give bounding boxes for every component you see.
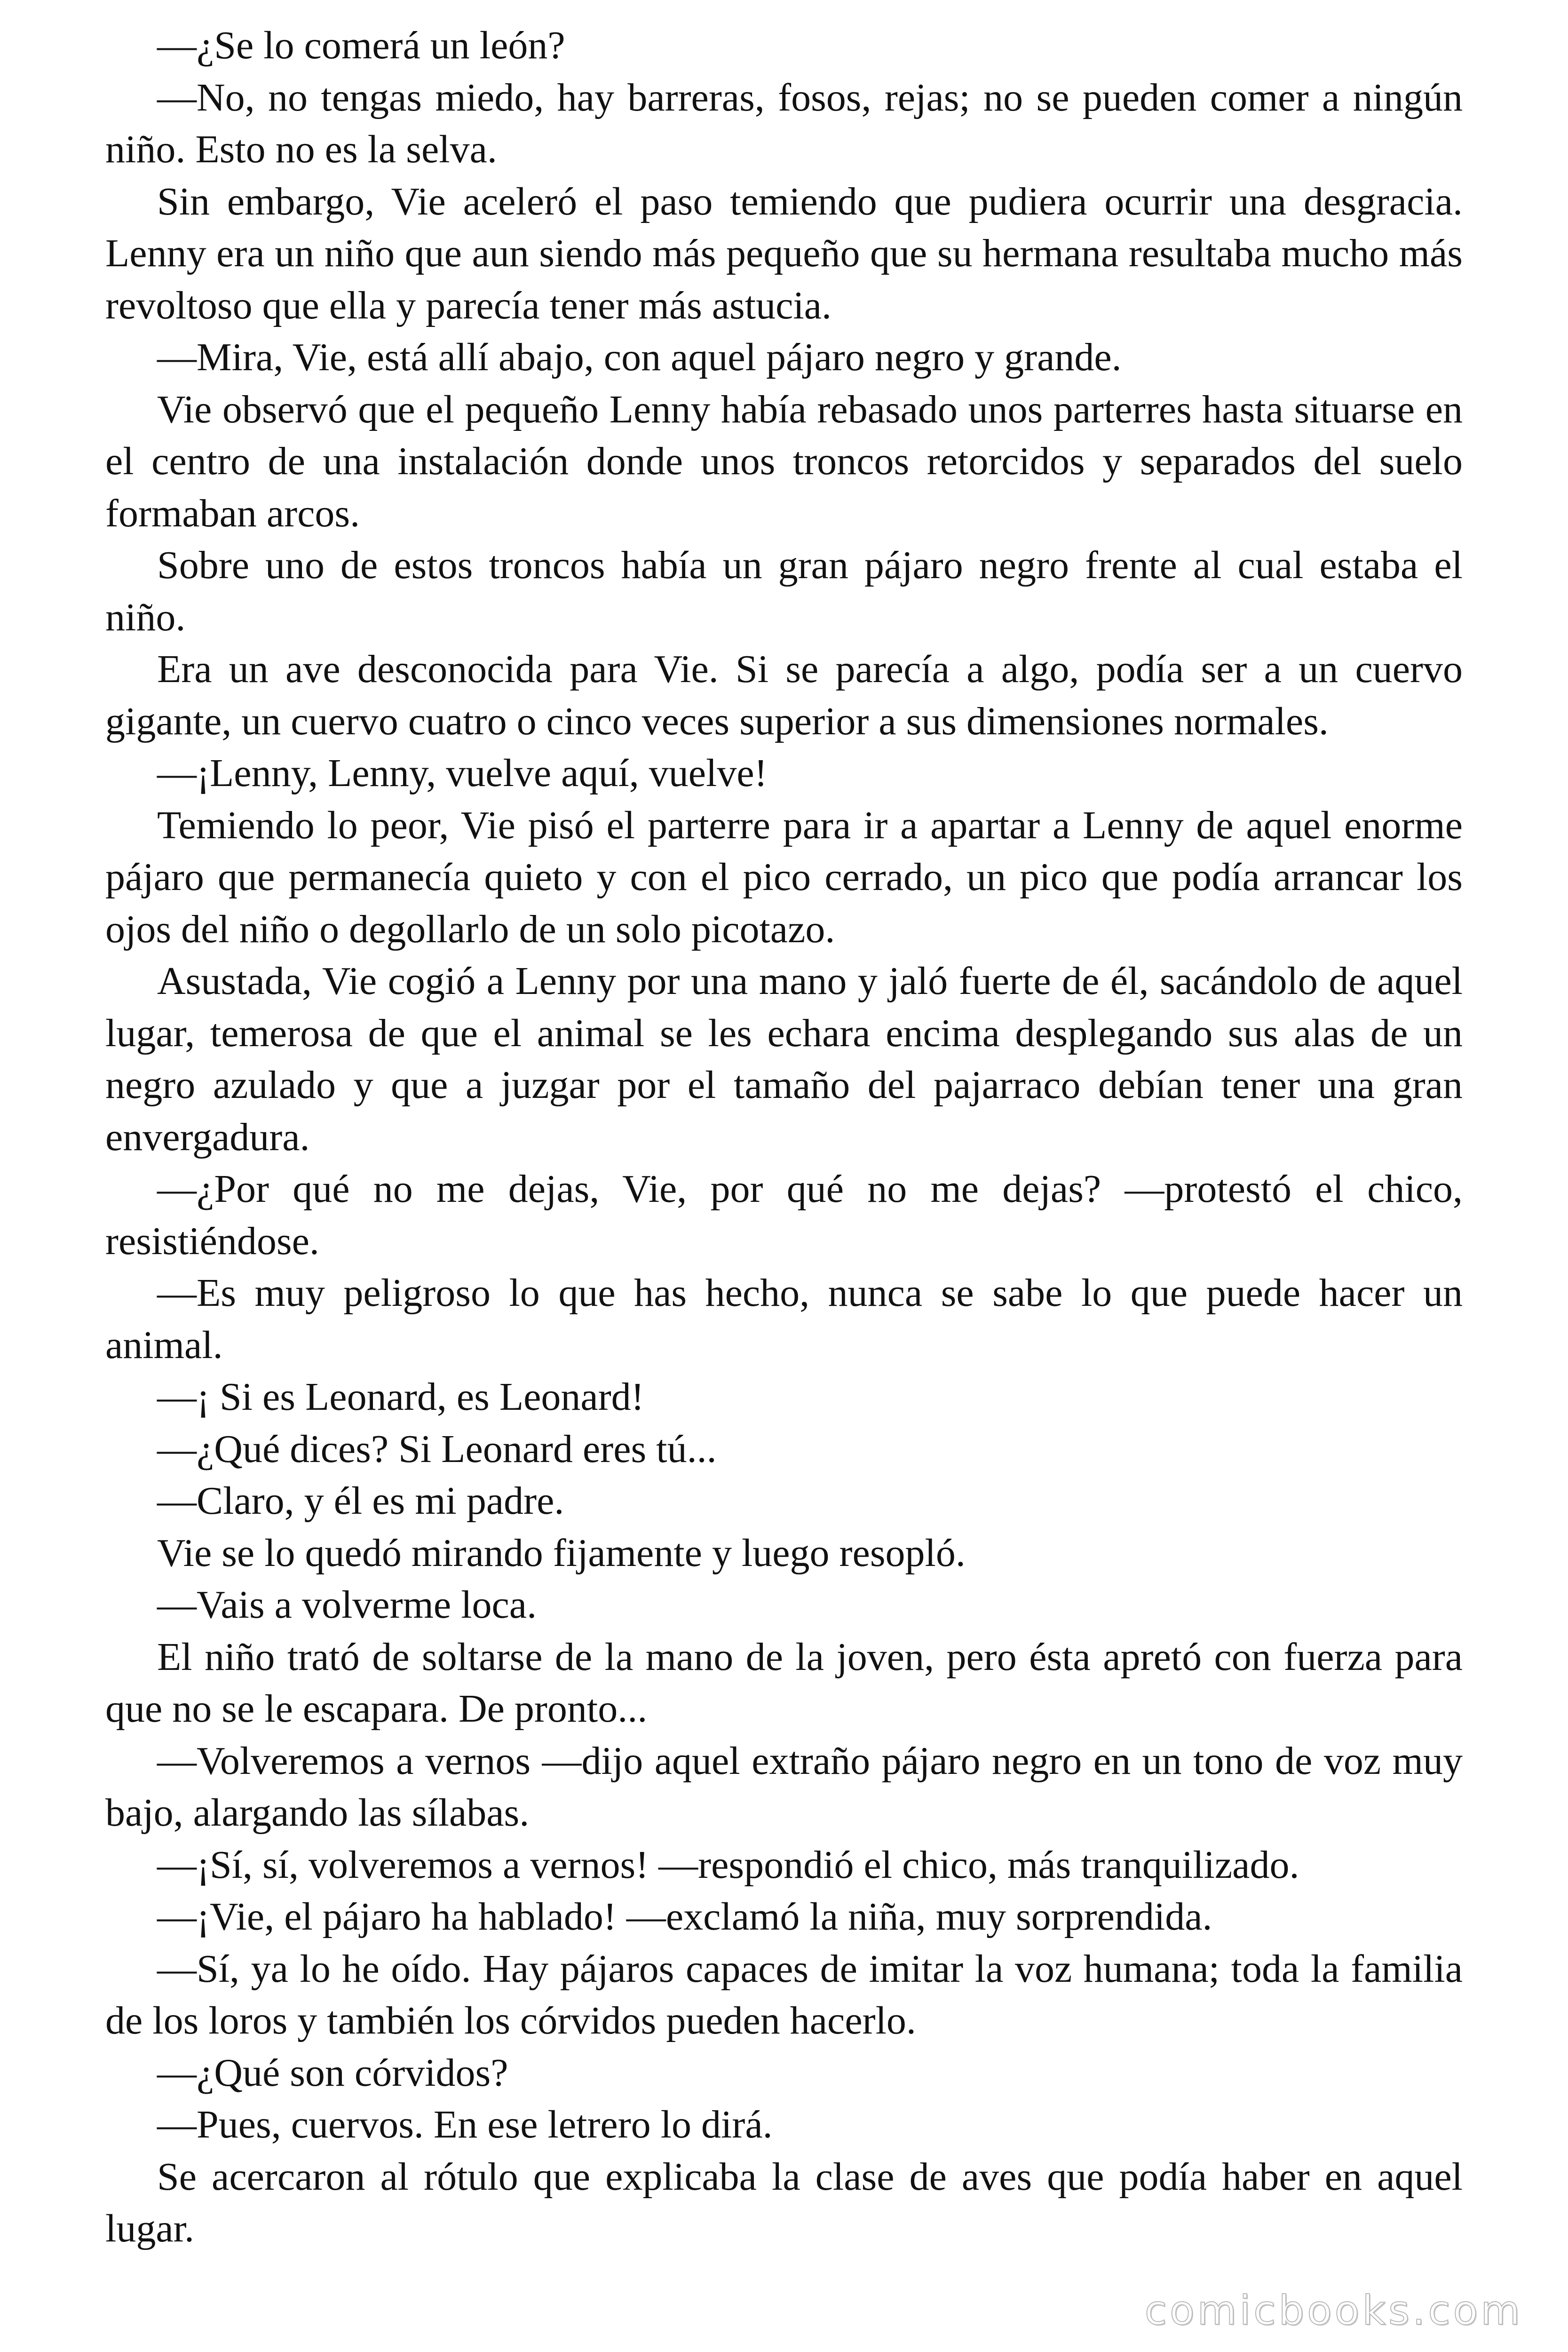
paragraph-6: Sobre uno de estos troncos había un gran pájaro negro frente al cual estaba el niño. xyxy=(105,543,1463,639)
paragraph-3: Sin embargo, Vie aceleró el paso temiendo que pudiera ocurrir una desgracia. Lenny era un niño que aun siendo más pequeño que su hermana resultaba mucho más revoltoso que ella y parecía tener más astucia. xyxy=(105,179,1463,327)
paragraph-24: —Pues, cuervos. En ese letrero lo dirá. xyxy=(157,2103,773,2146)
paragraph-23: —¿Qué son córvidos? xyxy=(157,2050,508,2095)
paragraph-16: Vie se lo quedó mirando fijamente y luego resopló. xyxy=(157,1531,966,1575)
paragraph-4: —Mira, Vie, está allí abajo, con aquel pájaro negro y grande. xyxy=(157,335,1122,379)
paragraph-2: —No, no tengas miedo, hay barreras, fosos, rejas; no se pueden comer a ningún niño. Esto no es la selva. xyxy=(105,75,1463,171)
paragraph-7: Era un ave desconocida para Vie. Si se parecía a algo, podía ser a un cuervo gigante, un cuervo cuatro o cinco veces superior a sus dimensiones normales. xyxy=(105,647,1463,743)
watermark: comicbooks.com xyxy=(1144,2287,1523,2334)
paragraph-18: El niño trató de soltarse de la mano de la joven, pero ésta apretó con fuerza para que no se le escapara. De pronto... xyxy=(105,1635,1463,1731)
paragraph-22: —Sí, ya lo he oído. Hay pájaros capaces de imitar la voz humana; toda la familia de los loros y también los córvidos pueden hacerlo. xyxy=(105,1947,1463,2042)
paragraph-15: —Claro, y él es mi padre. xyxy=(157,1479,564,1523)
paragraph-1: —¿Se lo comerá un león? xyxy=(157,24,565,67)
paragraph-17: —Vais a volverme loca. xyxy=(157,1583,537,1627)
paragraph-5: Vie observó que el pequeño Lenny había rebasado unos parterres hasta situarse en el centro de una instalación donde unos troncos retorcidos y separados del suelo formaban arcos. xyxy=(105,387,1463,535)
paragraph-25: Se acercaron al rótulo que explicaba la clase de aves que podía haber en aquel lugar. xyxy=(105,2154,1463,2250)
paragraph-9: Temiendo lo peor, Vie pisó el parterre para ir a apartar a Lenny de aquel enorme pájaro que permanecía quieto y con el pico cerrado, un pico que podía arrancar los ojos del niño o degollarlo de un solo picotazo. xyxy=(105,803,1463,951)
paragraph-21: —¡Vie, el pájaro ha hablado! —exclamó la niña, muy sorprendida. xyxy=(157,1895,1212,1939)
paragraph-8: —¡Lenny, Lenny, vuelve aquí, vuelve! xyxy=(157,751,768,795)
paragraph-12: —Es muy peligroso lo que has hecho, nunca se sabe lo que puede hacer un animal. xyxy=(105,1271,1463,1367)
paragraph-11: —¿Por qué no me dejas, Vie, por qué no me dejas? —protestó el chico, resistiéndose. xyxy=(105,1167,1463,1263)
page-text xyxy=(105,20,1463,2255)
paragraph-19: —Volveremos a vernos —dijo aquel extraño pájaro negro en un tono de voz muy bajo, alargando las sílabas. xyxy=(105,1739,1463,1835)
paragraph-10: Asustada, Vie cogió a Lenny por una mano y jaló fuerte de él, sacándolo de aquel lugar, temerosa de que el animal se les echara encima desplegando sus alas de un negro azulado y que a juzgar por el tamaño del pajarraco debían tener una gran envergadura. xyxy=(105,959,1463,1159)
paragraph-14: —¿Qué dices? Si Leonard eres tú... xyxy=(157,1427,717,1471)
paragraph-13: —¡ Si es Leonard, es Leonard! xyxy=(157,1375,644,1419)
paragraph-20: —¡Sí, sí, volveremos a vernos! —respondió el chico, más tranquilizado. xyxy=(157,1843,1299,1887)
